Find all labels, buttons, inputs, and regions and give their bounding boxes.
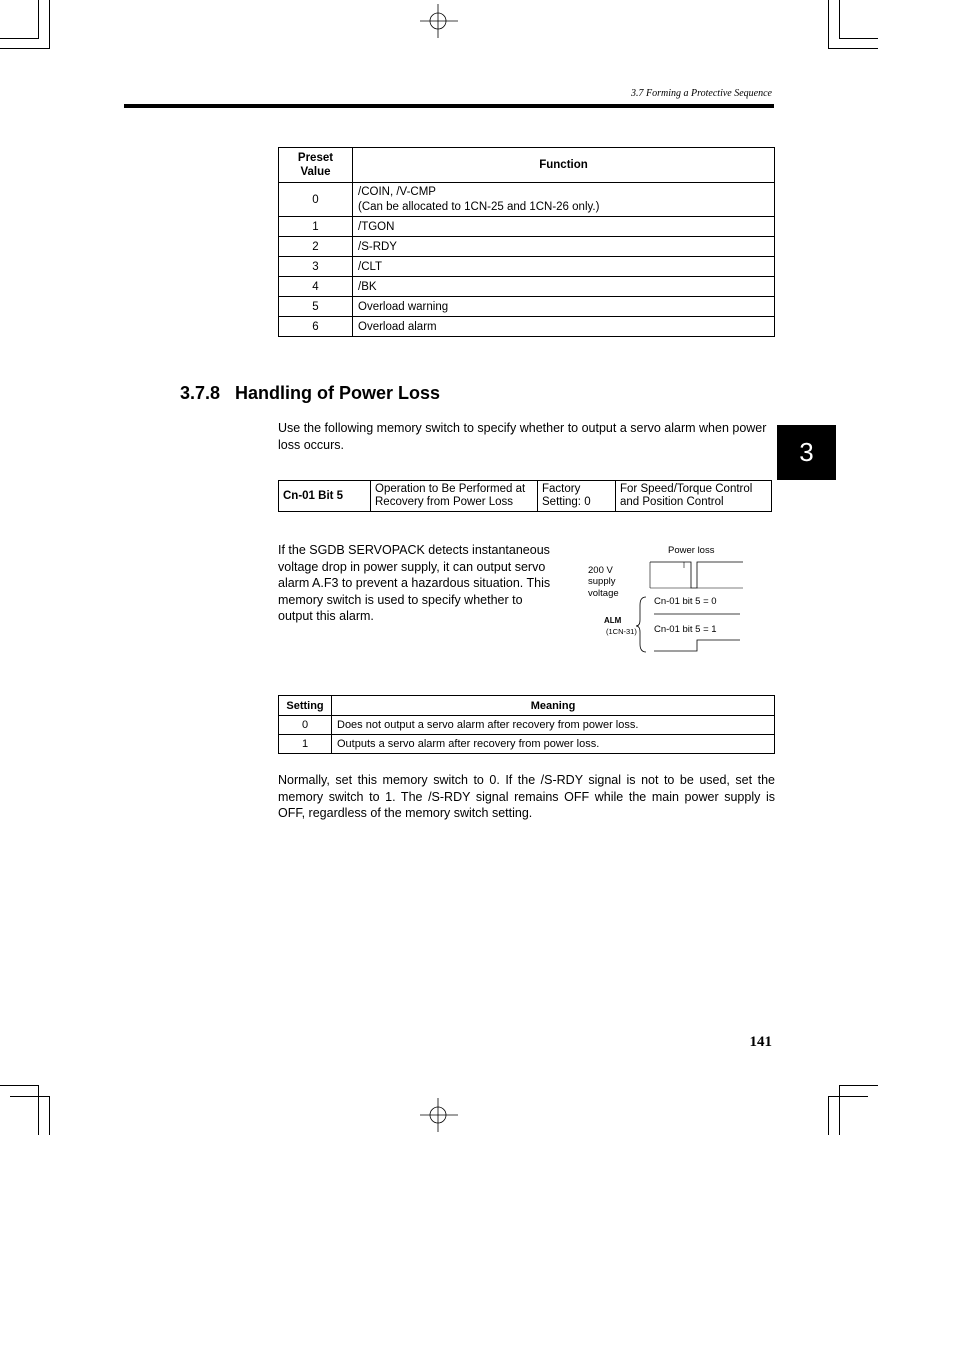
supply-label: supply bbox=[588, 576, 616, 587]
running-header: 3.7 Forming a Protective Sequence bbox=[631, 88, 772, 99]
function-cell: /TGON bbox=[353, 217, 775, 237]
description-paragraph: If the SGDB SERVOPACK detects instantaneous voltage drop in power supply, it can output servo alarm A.F3 to prevent a hazardous situation. This memory switch is used to specify whether to output this alarm. bbox=[278, 543, 551, 623]
table-row bbox=[279, 217, 775, 237]
bit1-label: Cn-01 bit 5 = 1 bbox=[654, 624, 717, 635]
timing-diagram bbox=[585, 540, 750, 660]
closing-paragraph: Normally, set this memory switch to 0. If the /S-RDY signal is not to be used, set the memory switch to 1. The /S-RDY signal remains OFF while the main power supply is OFF, regardless of the memory switch setting. bbox=[278, 773, 775, 820]
table-row bbox=[279, 183, 775, 217]
table-row bbox=[279, 317, 775, 337]
crop-mark bbox=[38, 1085, 39, 1135]
table-row bbox=[279, 297, 775, 317]
control-line: For Speed/Torque Control bbox=[620, 483, 753, 495]
function-cell: /S-RDY bbox=[353, 237, 775, 257]
table-row bbox=[279, 277, 775, 297]
header-setting: Setting bbox=[279, 696, 332, 716]
crop-mark bbox=[49, 1096, 50, 1135]
factory-line: Setting: 0 bbox=[542, 496, 591, 508]
crop-mark bbox=[0, 38, 39, 39]
supply-label: 200 V bbox=[588, 565, 613, 576]
function-cell: Overload alarm bbox=[353, 317, 775, 337]
supply-waveform bbox=[650, 562, 743, 588]
preset-cell: 4 bbox=[279, 277, 353, 297]
crop-mark bbox=[828, 1096, 829, 1135]
header-function: Function bbox=[353, 148, 775, 183]
preset-value-table bbox=[278, 147, 775, 337]
registration-mark-top bbox=[420, 4, 460, 38]
intro-paragraph: Use the following memory switch to specify whether to output a servo alarm when power loss occurs. bbox=[278, 421, 767, 452]
function-cell: Overload warning bbox=[353, 297, 775, 317]
setting-cell: 1 bbox=[279, 735, 332, 754]
factory-setting-cell bbox=[538, 481, 616, 512]
setting-cell: 0 bbox=[279, 716, 332, 735]
supply-label: voltage bbox=[588, 588, 619, 599]
function-text: /COIN, /V-CMP bbox=[358, 185, 436, 198]
operation-cell bbox=[371, 481, 538, 512]
crop-mark bbox=[839, 38, 878, 39]
crop-mark bbox=[839, 0, 840, 38]
power-loss-label: Power loss bbox=[668, 545, 715, 556]
operation-line: Operation to Be Performed at bbox=[375, 483, 526, 495]
preset-cell: 0 bbox=[279, 183, 353, 217]
preset-cell: 2 bbox=[279, 237, 353, 257]
chapter-tab: 3 bbox=[777, 425, 836, 480]
header-rule bbox=[124, 104, 774, 108]
crop-mark bbox=[839, 1085, 840, 1135]
factory-line: Factory bbox=[542, 483, 581, 495]
function-cell: /BK bbox=[353, 277, 775, 297]
header-preset-value: Preset Value bbox=[279, 148, 353, 183]
crop-mark bbox=[828, 0, 829, 49]
function-cell: /CLT bbox=[353, 257, 775, 277]
preset-cell: 3 bbox=[279, 257, 353, 277]
crop-mark bbox=[0, 48, 50, 49]
operation-line: Recovery from Power Loss bbox=[375, 496, 514, 508]
function-note: (Can be allocated to 1CN-25 and 1CN-26 only.) bbox=[358, 200, 600, 213]
table-row bbox=[279, 735, 775, 754]
bit1-trace bbox=[654, 640, 740, 651]
bit0-label: Cn-01 bit 5 = 0 bbox=[654, 596, 717, 607]
control-mode-cell bbox=[616, 481, 772, 512]
preset-cell: 6 bbox=[279, 317, 353, 337]
param-cell: Cn-01 Bit 5 bbox=[279, 481, 371, 512]
crop-mark bbox=[38, 0, 39, 38]
memory-switch-table bbox=[278, 480, 772, 512]
header-meaning: Meaning bbox=[332, 696, 775, 716]
table-row bbox=[279, 237, 775, 257]
page-number: 141 bbox=[749, 1034, 772, 1050]
section-title: 3.7.8 Handling of Power Loss bbox=[180, 383, 441, 403]
function-cell bbox=[353, 183, 775, 217]
table-row bbox=[279, 716, 775, 735]
control-line: and Position Control bbox=[620, 496, 724, 508]
crop-mark bbox=[10, 1096, 50, 1097]
alm-label: ALM bbox=[604, 616, 622, 625]
crop-mark bbox=[49, 0, 50, 49]
alm-pin-label: (1CN-31) bbox=[606, 627, 637, 636]
preset-cell: 1 bbox=[279, 217, 353, 237]
table-row bbox=[279, 257, 775, 277]
crop-mark bbox=[828, 1096, 868, 1097]
meaning-cell: Outputs a servo alarm after recovery from power loss. bbox=[332, 735, 775, 754]
setting-table bbox=[278, 695, 775, 754]
preset-cell: 5 bbox=[279, 297, 353, 317]
registration-mark-bottom bbox=[420, 1098, 460, 1132]
crop-mark bbox=[828, 48, 878, 49]
crop-mark bbox=[839, 1085, 878, 1086]
brace-icon bbox=[636, 597, 646, 652]
meaning-cell: Does not output a servo alarm after recovery from power loss. bbox=[332, 716, 775, 735]
crop-mark bbox=[0, 1085, 39, 1086]
